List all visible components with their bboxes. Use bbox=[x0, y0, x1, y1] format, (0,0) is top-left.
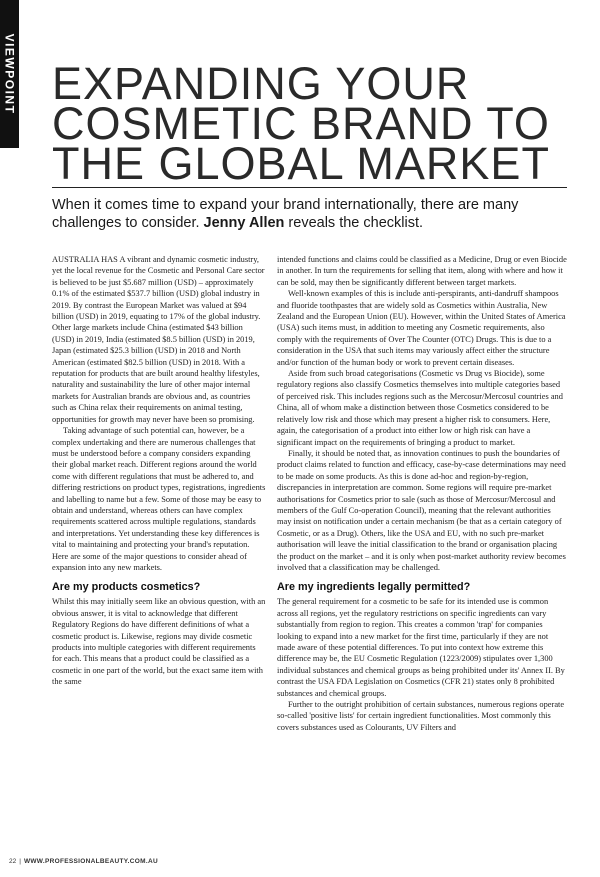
section-tab bbox=[0, 0, 19, 148]
body-paragraph: Well-known examples of this is include anti-perspirants, anti-dandruff shampoos and fluoride toothpastes that are widely sold as Cosmetics within Australia, New Zealand and the European Union (EU). However, within the United States of America (USA) such items must, in addition to meeting any Cosmetic requirements, also comply with the requirements of Over The Counter (OTC) Drugs. This is due to a consideration in the USA that such items may variously affect either the structure and/or function of the human body or work to prevent certain diseases. bbox=[277, 289, 566, 367]
body-paragraph: AUSTRALIA HAS A vibrant and dynamic cosmetic industry, yet the local revenue for the Cosmetic and Personal Care sector is believed to be just $5.687 million (USD) – approximately 0.1% of the estimated $537.7 billion (USD) global industry in 2019. By contrast the European Market was valued at $94 billion (USD) in 2019, equating to 17% of the global industry. Other large markets include China (estimated $43 billion (USD) in 2019, India (estimated $8.5 billion (USD) in 2019, Japan (estimated $25.3 billion (USD) in 2018 and North American (estimated $82.5 billion (USD) in 2018. With a reputation for products that are built around healthy lifestyles, naturality and sustainability the lure of other major internal markets for Australian brands are obvious and, as countries such as China relax their requirements on animal testing, opportunities for growth may never have been so promising. bbox=[52, 255, 265, 424]
headline-line: THE GLOBAL MARKET bbox=[52, 138, 550, 189]
article-headline bbox=[52, 58, 572, 189]
subheading-ingredients-permitted: Are my ingredients legally permitted? bbox=[277, 581, 471, 594]
headline-line: EXPANDING YOUR bbox=[52, 58, 470, 109]
body-paragraph: intended functions and claims could be classified as a Medicine, Drug or even Biocide in another. In turn the requirements for selling that item, along with where and how it can be sold, may then be significantly different between target markets. bbox=[277, 255, 567, 287]
footer-separator: | bbox=[19, 858, 21, 865]
page-number: 22 bbox=[9, 858, 17, 865]
body-paragraph: Aside from such broad categorisations (Cosmetic vs Drug vs Biocide), some regulatory regions also classify Cosmetics themselves into multiple categories based of perceived risk. This includes regions such as the Mercosur/Mercosul countries and China, all of whom make a distinction between those Cosmetics considered to be relatively low risk and those which may present a higher risk to consumers. Here, again, the categorisation of a product into either low or high risk can have a significant impact on the requirements of bringing a product to market. bbox=[277, 369, 563, 447]
author-name: Jenny Allen bbox=[203, 215, 285, 231]
page-footer bbox=[9, 858, 158, 865]
standfirst bbox=[52, 187, 567, 232]
body-paragraph: Whilst this may initially seem like an obvious question, with an obvious answer, it is vital to acknowledge that different Regulatory Regions do have different definitions of what a cosmetic product is. Likewise, regions may divide cosmetic products into multiple categories with different requirements for each. This means that a product could be classified as a cosmetic in one part of the world, but the exact same item with the same bbox=[52, 597, 266, 687]
body-paragraph: The general requirement for a cosmetic to be safe for its intended use is common across all regions, yet the regulatory restrictions on specific ingredients can vary substantially from region to region. This creates a common 'trap' for companies looking to expand into a new market for the first time, particularly if they are not made aware of these potential differences. To put into context how extreme this difference may be, the EU Cosmetic Regulation (1223/2009) stipulates over 1,300 individual substances and chemical groups as being prohibited under its' Annex II. By contrast the USA FDA Legislation on Cosmetics (CFR 21) states only 8 prohibited substances and chemical groups. bbox=[277, 597, 565, 698]
footer-website: WWW.PROFESSIONALBEAUTY.COM.AU bbox=[23, 858, 158, 865]
subheading-products-cosmetics: Are my products cosmetics? bbox=[52, 581, 201, 594]
body-column-left bbox=[52, 254, 266, 688]
headline-line: COSMETIC BRAND TO bbox=[52, 98, 550, 149]
standfirst-text: When it comes time to expand your brand internationally, there are many challenges to consider. bbox=[52, 197, 519, 231]
section-tab-label: VIEWPOINT bbox=[2, 33, 17, 115]
standfirst-tail: reveals the checklist. bbox=[284, 215, 424, 231]
body-paragraph: Taking advantage of such potential can, however, be a complex undertaking and there are numerous challenges that must be understood before a company considers expanding their global market reach. Different regions around the world come with different regulations that must be adhered to, and differing restrictions on product types, registrations, ingredients and labelling to name but a few. Some of those may be easy to obtain and understand, whereas others can have complex requirements scattered across multiple regulations, standards and interpretations. Yet understanding these key differences is vital to maintaining and protecting your brand's reputation. Here are some of the major questions to consider ahead of expansion into any new markets. bbox=[52, 426, 266, 572]
body-paragraph: Finally, it should be noted that, as innovation continues to push the boundaries of product claims related to function and efficacy, case-by-case determinations may need to be made on some products. As this is done ad-hoc and region-by-region, discrepancies in interpretation are common. Some regions will require pre-market authorisations for Cosmetics prior to sale (such as those of Mercosur/Mercosul and members of the Gulf Co-operation Council), meaning that the relevant authorities may insist on notification under a certain mechanism (be that as a certain category of Cosmetic, or as a Drug). Others, like the USA and EU, with no such pre-market authorisation will leave the initial classification to the brand or organisation placing the product on the market – and it is only when post-market authority review becomes involved that a classification may be challenged. bbox=[277, 448, 566, 572]
body-paragraph: Further to the outright prohibition of certain substances, numerous regions operate so-called 'positive lists' for certain ingredient functionalities. Most commonly this covers substances used as Colourants, UV Filters and bbox=[277, 700, 565, 732]
body-column-right bbox=[277, 254, 567, 733]
